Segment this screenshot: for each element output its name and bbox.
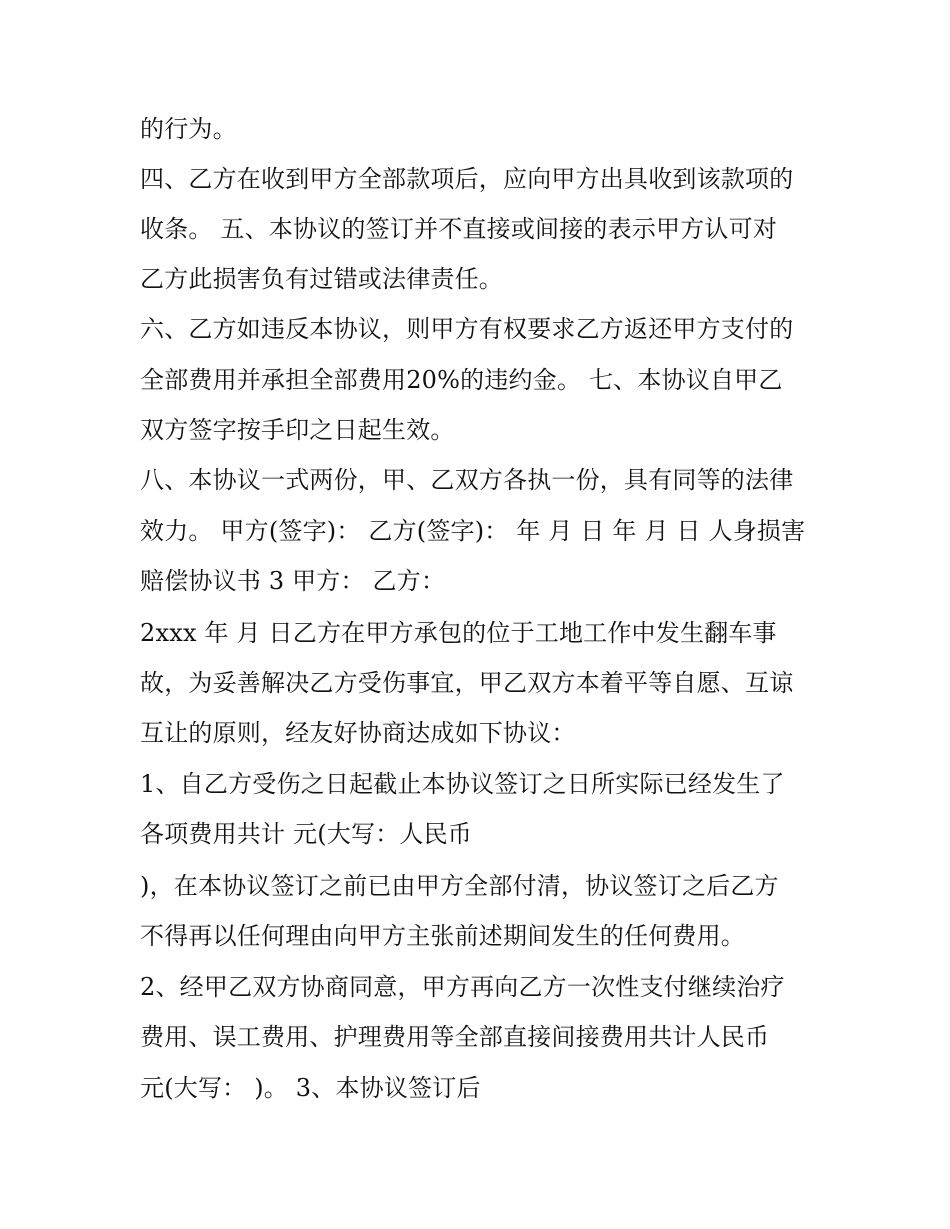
text-line: 互让的原则，经友好协商达成如下协议： [140, 719, 576, 747]
text-line: 双方签字按手印之日起生效。 [140, 416, 455, 444]
text-line: 1、自乙方受伤之日起截止本协议签订之日所实际已经发生了 [140, 770, 785, 798]
text-line: 效力。 甲方(签字)： 乙方(签字)： 年 月 日 年 月 日 人身损害 [140, 517, 806, 545]
text-line: 赔偿协议书 3 甲方： 乙方： [140, 567, 446, 595]
text-line: )，在本协议签订之前已由甲方全部付清，协议签订之后乙方 [140, 872, 779, 900]
text-line: 2、经甲乙双方协商同意，甲方再向乙方一次性支付继续治疗 [140, 973, 785, 1001]
text-line: 乙方此损害负有过错或法律责任。 [140, 265, 503, 293]
text-line: 不得再以任何理由向甲方主张前述期间发生的任何费用。 [140, 922, 745, 950]
text-line: 收条。 五、本协议的签订并不直接或间接的表示甲方认可对 [140, 215, 778, 243]
text-line: 的行为。 [140, 115, 237, 143]
text-line: 六、乙方如违反本协议，则甲方有权要求乙方返还甲方支付的 [140, 315, 794, 343]
text-line: 2xxx 年 月 日乙方在甲方承包的位于工地工作中发生翻车事 [140, 619, 777, 647]
text-line: 故，为妥善解决乙方受伤事宜，甲乙双方本着平等自愿、互谅 [140, 669, 794, 697]
text-line: 全部费用并承担全部费用20%的违约金。 七、本协议自甲乙 [140, 366, 783, 394]
text-line: 元(大写： )。 3、本协议签订后 [140, 1074, 481, 1102]
text-line: 四、乙方在收到甲方全部款项后，应向甲方出具收到该款项的 [140, 165, 794, 193]
text-line: 费用、误工费用、护理费用等全部直接间接费用共计人民币 [140, 1023, 770, 1051]
text-line: 八、本协议一式两份，甲、乙双方各执一份，具有同等的法律 [140, 466, 794, 494]
text-line: 各项费用共计 元(大写：人民币 [140, 820, 472, 848]
